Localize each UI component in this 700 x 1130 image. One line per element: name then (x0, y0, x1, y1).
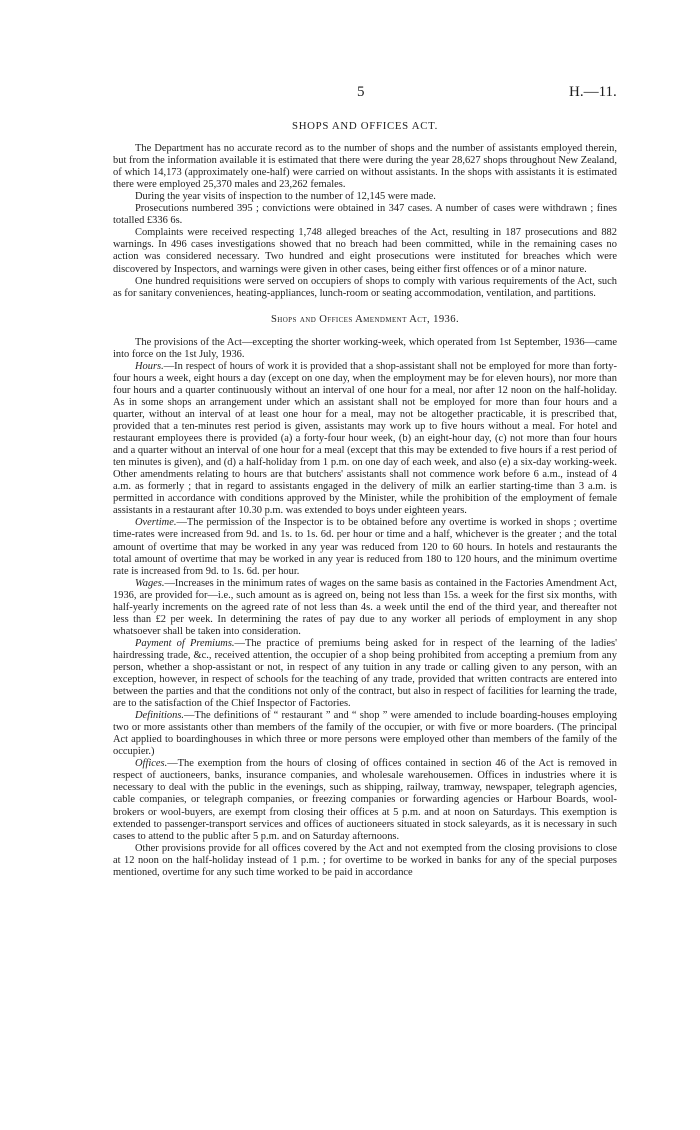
subsection-text-premiums: —The practice of premiums being asked for in respect of the learning of the ladies' hairdressing trade, &c., received attention, the occupier of a shop being prohibited from accepting a premium from any person, whether a shop-assistant or not, in respect of any tuition in any trade or calling given to any person, with an exception, however, in respect of schools for the teaching of any trade, provided that written contracts are entered into between the parties and that the conditions not only of the contract, but also in respect of facilities for learning the trade, are to the satisfaction of the Chief Inspector of Factories. (113, 637, 617, 710)
paragraph-amendment-intro: The provisions of the Act—excepting the shorter working-week, which operated from 1st September, 1936—came into force on the 1st July, 1936. (113, 336, 617, 360)
subsection-text-hours: —In respect of hours of work it is provided that a shop-assistant shall not be employed for more than forty-four hours a week, eight hours a day (except on one day, when the employment may be for eleven hours), nor more than four hours and a quarter continuously without an interval of one hour for a meal, nor after 12 noon on the half-holiday. As in some shops an arrangement under which an assistant shall not be employed for more than four hours and a quarter, without an interval of at least one hour for a meal, may not be altogether practicable, it is prescribed that, provided that a ten-minutes rest period is given, assistants may work up to five hours without a meal. For hotel and restaurant employees there is provided (a) a forty-four hour week, (b) an eight-hour day, (c) not more than four hours and a quarter without an interval of one hour for a meal (except that this may be extended to five hours if a rest period of ten minutes is given), and (d) a half-holiday from 1 p.m. on one day of each week, and also (e) a six-day working-week. Other amendments relating to hours are that butchers' assistants shall not commence work before 6 a.m., instead of 4 a.m. as formerly ; that in regard to assistants engaged in the delivery of milk an earlier starting-time than 3 a.m. is permitted in accordance with conditions approved by the Minister, while the prohibition of the employment of female assistants in a restaurant after 10.30 p.m. was extended to boys under eighteen years. (113, 360, 618, 517)
paragraph-offices (113, 758, 617, 842)
paragraph-premiums (113, 638, 617, 710)
paragraph-shops-count: The Department has no accurate record as to the number of shops and the number of assistants employed therein, but from the information available it is estimated that there were during the year 28,627 shops throughout New Zealand, of which 14,173 (approximately one-half) were carried on without assistants. In the shops with assistants it is estimated there were employed 25,370 males and 23,262 females. (113, 143, 617, 191)
subsection-text-definitions: —The definitions of “ restaurant ” and “ shop ” were amended to include boarding-houses employing two or more assistants other than members of the family of the occupier, or with five or more boarders. (The principal Act applied to boardinghouses in which three or more persons were employed other than members of the family of the occupier.) (113, 710, 617, 758)
page-number: 5 (357, 84, 365, 100)
subsection-lead-overtime: Overtime. (135, 517, 177, 529)
paragraph-hours (113, 361, 617, 518)
subsection-lead-definitions: Definitions. (135, 710, 184, 722)
subsection-text-overtime: —The permission of the Inspector is to be obtained before any overtime is worked in shops ; overtime time-rates were increased from 9d. and 1s. to 1s. 6d. per hour or time and a half, whichever is the greater ; and the total amount of overtime that may be worked in any year was reduced from 120 to 60 hours. In hotels and restaurants the total amount of overtime that may be worked in any year is reduced from 180 to 120 hours, and the minimum overtime rate is increased from 9d. to 1s. 6d. per hour. (113, 517, 617, 577)
subsection-text-offices: —The exemption from the hours of closing of offices contained in section 46 of the Act is removed in respect of auctioneers, banks, insurance companies, and wholesale warehousemen. Offices in industries where it is necessary to deal with the public in the evenings, such as shipping, railway, tramway, newspaper, telegraph agencies, cable companies, or telegraph companies, or freezing companies or forwarding agencies or Harbour Boards, wool-brokers or wool-buyers, are exempt from closing their offices at 5 p.m. and at noon on Saturdays. This exemption is extended to passenger-transport services and offices of auctioneers situated in stock saleyards, as it is necessary in such cases to attend to the public after 5 p.m. and on Saturday afternoons. (113, 758, 617, 842)
paragraph-other-provisions: Other provisions provide for all offices covered by the Act and not exempted from the closing provisions to close at 12 noon on the half-holiday instead of 1 p.m. ; for overtime to be worked in banks for any of the special purposes mentioned, overtime for any such time worked to be paid in accordance (113, 842, 617, 878)
section-heading-amendment-act: Shops and Offices Amendment Act, 1936. (270, 313, 459, 325)
paragraph-prosecutions: Prosecutions numbered 395 ; convictions were obtained in 347 cases. A number of cases were withdrawn ; fines totalled £336 6s. (113, 203, 617, 227)
paragraph-wages (113, 578, 617, 638)
section-heading-shops-and-offices-act: SHOPS AND OFFICES ACT. (291, 120, 438, 132)
paragraph-inspections: During the year visits of inspection to the number of 12,145 were made. (135, 191, 436, 203)
paragraph-definitions (113, 710, 617, 758)
subsection-lead-wages: Wages. (135, 577, 165, 589)
subsection-lead-hours: Hours. (135, 360, 164, 372)
page-body (113, 110, 617, 879)
subsection-lead-premiums: Payment of Premiums. (135, 637, 235, 649)
subsection-text-wages: —Increases in the minimum rates of wages on the same basis as contained in the Factories Amendment Act, 1936, are provided for—i.e., such amount as is agreed on, being not less than 15s. a week for the first six months, with half-yearly increments on the agreed rate of not less than 4s. a week until the end of the third year, and thereafter not less than £2 per week. In determining the rates of pay due to any worker all periods of employment in any shop whatsoever shall be taken into consideration. (113, 577, 617, 637)
paragraph-complaints: Complaints were received respecting 1,748 alleged breaches of the Act, resulting in 187 prosecutions and 882 warnings. In 496 cases investigations showed that no breach had been committed, while in the remaining cases no action was considered necessary. Two hundred and eight prosecutions were instituted for breaches which were discovered by Inspectors, and warnings were given in other cases, being either first offences or of a minor nature. (113, 227, 617, 275)
document-reference: H.—11. (569, 84, 617, 100)
paragraph-requisitions: One hundred requisitions were served on occupiers of shops to comply with various requirements of the Act, such as for sanitary conveniences, heating-appliances, lunch-room or seating accommodation, ventilation, and partitions. (113, 275, 617, 299)
paragraph-overtime (113, 517, 617, 577)
subsection-lead-offices: Offices. (135, 758, 168, 770)
